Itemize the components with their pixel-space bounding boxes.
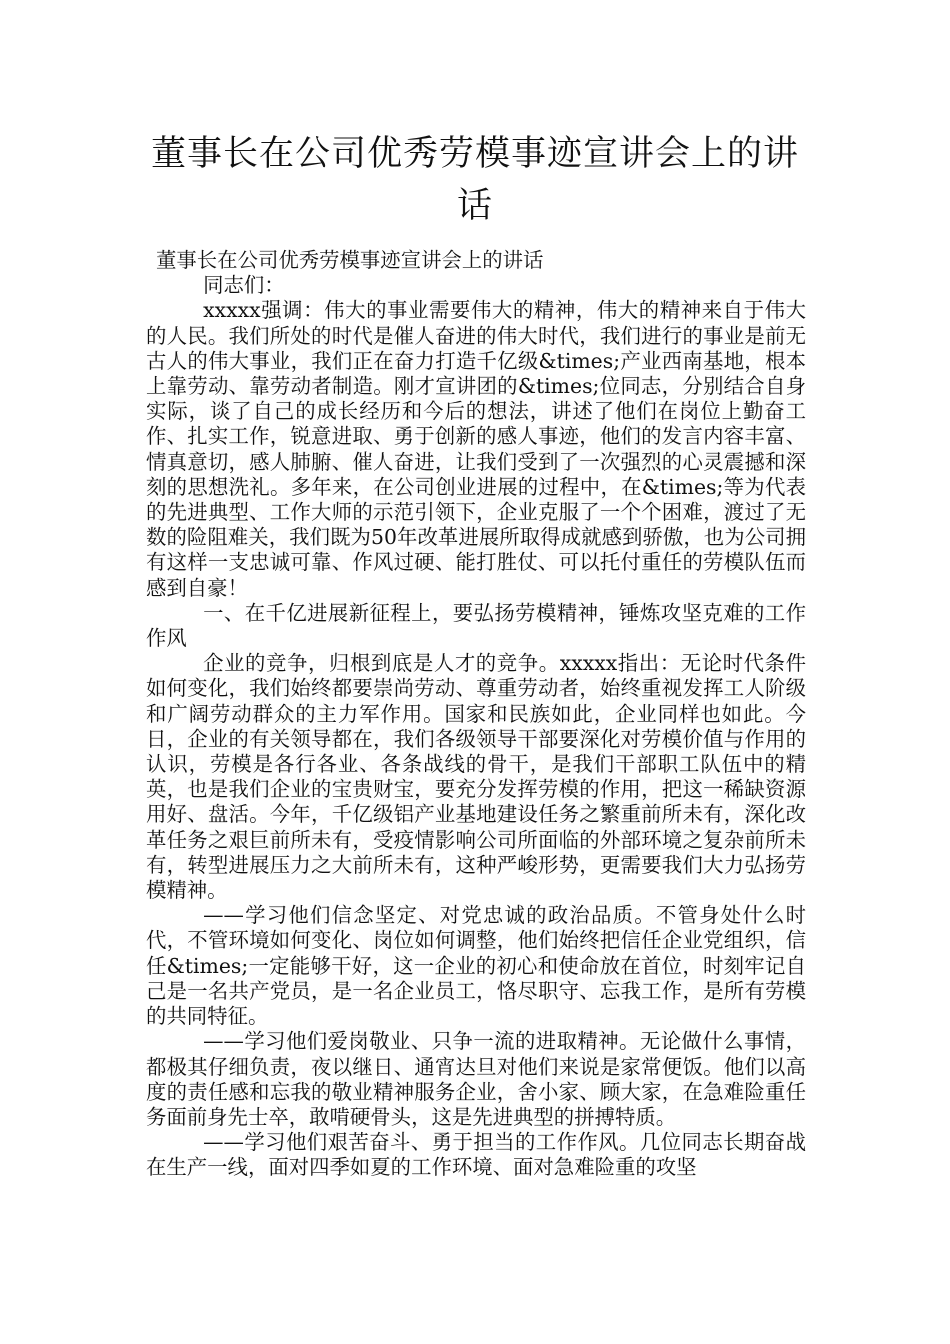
paragraph-hard-work: ——学习他们艰苦奋斗、勇于担当的工作作风。几位同志长期奋战在生产一线，面对四季如夏的工作环境、面对急难险重的攻坚	[146, 1130, 806, 1180]
paragraph-intro: xxxxx强调：伟大的事业需要伟大的精神，伟大的精神来自于伟大的人民。我们所处的时代是催人奋进的伟大时代，我们进行的事业是前无古人的伟大事业，我们正在奋力打造千亿级&times;产业西南基地，根本上靠劳动、靠劳动者制造。刚才宣讲团的&times;位同志，分别结合自身实际，谈了自己的成长经历和今后的想法，讲述了他们在岗位上勤奋工作、扎实工作，锐意进取、勇于创新的感人事迹，他们的发言内容丰富、情真意切，感人肺腑、催人奋进，让我们受到了一次强烈的心灵震撼和深刻的思想洗礼。多年来，在公司创业进展的过程中，在&times;等为代表的先进典型、工作大师的示范引领下，企业克服了一个个困难，渡过了无数的险阻难关，我们既为50年改革进展所取得成就感到骄傲，也为公司拥有这样一支忠诚可靠、作风过硬、能打胜仗、可以托付重任的劳模队伍而感到自豪！	[146, 298, 806, 600]
section-heading-one: 一、在千亿进展新征程上，要弘扬劳模精神，锤炼攻坚克难的工作作风	[146, 600, 806, 651]
paragraph-competition: 企业的竞争，归根到底是人才的竞争。xxxxx指出：无论时代条件如何变化，我们始终都要崇尚劳动、尊重劳动者，始终重视发挥工人阶级和广阔劳动群众的主力军作用。国家和民族如此，企业同样也如此。今日，企业的有关领导都在，我们各级领导干部要深化对劳模价值与作用的认识，劳模是各行各业、各条战线的骨干，是我们干部职工队伍中的精英，也是我们企业的宝贵财宝，要充分发挥劳模的作用，把这一稀缺资源用好、盘活。今年，千亿级铝产业基地建设任务之繁重前所未有，深化改革任务之艰巨前所未有，受疫情影响公司所面临的外部环境之复杂前所未有，转型进展压力之大前所未有，这种严峻形势，更需要我们大力弘扬劳模精神。	[146, 651, 806, 903]
document-subtitle: 董事长在公司优秀劳模事迹宣讲会上的讲话	[156, 248, 544, 272]
paragraph-dedication: ——学习他们爱岗敬业、只争一流的进取精神。无论做什么事情，都极其仔细负责，夜以继日、通宵达旦对他们来说是家常便饭。他们以高度的责任感和忘我的敬业精神服务企业，舍小家、顾大家，在急难险重任务面前身先士卒，敢啃硬骨头，这是先进典型的拼搏特质。	[146, 1029, 806, 1129]
paragraph-loyalty: ——学习他们信念坚定、对党忠诚的政治品质。不管身处什么时代，不管环境如何变化、岗位如何调整，他们始终把信任企业党组织，信任&times;一定能够干好，这一企业的初心和使命放在首位，时刻牢记自己是一名共产党员，是一名企业员工，恪尽职守、忘我工作，是所有劳模的共同特征。	[146, 903, 806, 1029]
document-body	[146, 248, 806, 1181]
document-title: 董事长在公司优秀劳模事迹宣讲会上的讲话	[150, 134, 799, 226]
salutation: 同志们：	[203, 273, 285, 298]
